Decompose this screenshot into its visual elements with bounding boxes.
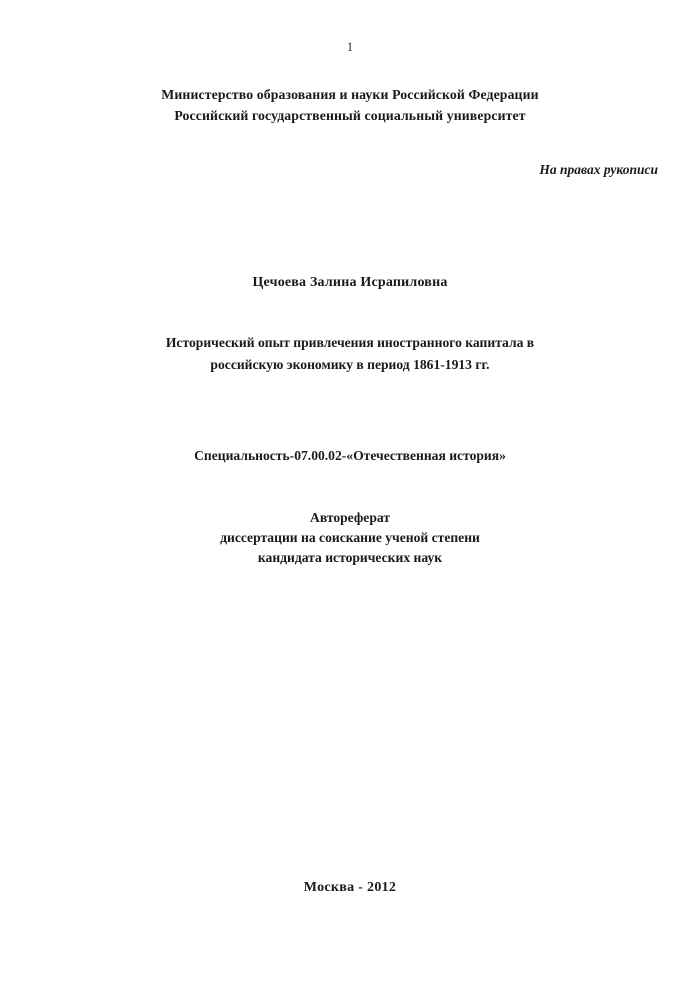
degree-statement	[0, 508, 700, 568]
institution-ministry-line: Министерство образования и науки Российской Федерации	[161, 87, 539, 102]
author-name: Цечоева Залина Исрапиловна	[252, 275, 448, 290]
degree-statement-line-3: кандидата исторических наук	[257, 550, 443, 565]
document-type-label: Автореферат	[310, 510, 390, 525]
thesis-title-line-1: Исторический опыт привлечения иностранного капитала в	[165, 335, 535, 350]
page-number: 1	[346, 40, 354, 54]
thesis-title	[0, 332, 700, 376]
institution-university-line: Российский государственный социальный университет	[174, 108, 526, 123]
place-and-year: Москва - 2012	[303, 880, 397, 895]
institution-header	[0, 84, 700, 126]
manuscript-note: На правах рукописи	[539, 162, 658, 177]
degree-statement-line-2: диссертации на соискание ученой степени	[220, 530, 480, 545]
specialty-code: Специальность-07.00.02-«Отечественная история»	[194, 448, 506, 463]
thesis-title-line-2: российскую экономику в период 1861-1913 гг.	[210, 357, 490, 372]
